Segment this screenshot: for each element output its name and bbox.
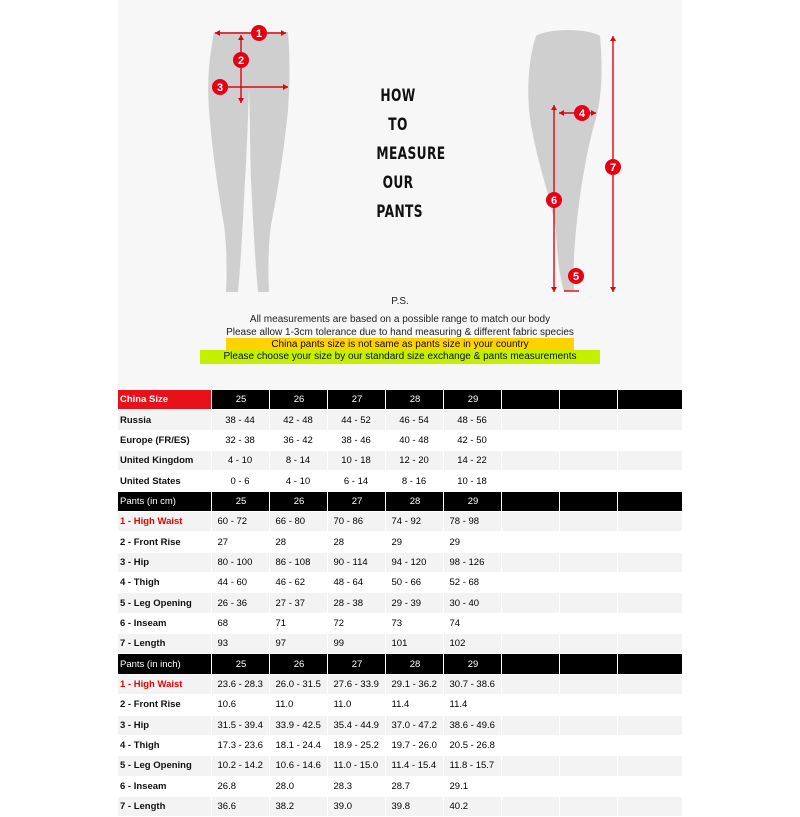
headline-line: HOW (380, 86, 416, 106)
empty-header-cell (617, 390, 682, 410)
table-cell: 10.2 - 14.2 (211, 756, 269, 776)
table-cell: 8 - 16 (385, 471, 443, 491)
size-header-cell: 27 (327, 654, 385, 674)
table-cell: 29.1 - 36.2 (385, 674, 443, 694)
row-label: 4 - Thigh (118, 573, 211, 593)
table-row (118, 634, 682, 654)
empty-cell (559, 756, 617, 776)
table-cell: 71 (269, 613, 327, 633)
row-label: 1 - High Waist (118, 512, 211, 532)
marker-6 (546, 192, 562, 208)
table-cell: 30 - 40 (443, 593, 501, 613)
row-label: 7 - Length (118, 634, 211, 654)
headline-line: MEASURE (376, 144, 446, 164)
table-row (118, 756, 682, 776)
empty-cell (559, 695, 617, 715)
empty-cell (617, 552, 682, 572)
table-cell: 48 - 64 (327, 573, 385, 593)
measurement-figure (118, 0, 682, 380)
marker-2 (233, 52, 249, 68)
marker-5 (568, 268, 584, 284)
size-header-cell: 26 (269, 654, 327, 674)
table-cell: 26.0 - 31.5 (269, 674, 327, 694)
table-cell: 28 (269, 532, 327, 552)
table-cell: 46 - 62 (269, 573, 327, 593)
table-cell: 68 (211, 613, 269, 633)
table-cell: 37.0 - 47.2 (385, 715, 443, 735)
empty-cell (559, 674, 617, 694)
svg-text:3: 3 (216, 82, 224, 94)
size-header-cell: 25 (211, 491, 269, 511)
table-cell: 39.8 (385, 796, 443, 816)
table-cell: 11.4 (443, 695, 501, 715)
table-row (118, 715, 682, 735)
marker-7 (605, 159, 621, 175)
size-header-cell: 26 (269, 491, 327, 511)
yellow-note: China pants size is not same as pants size in your country (226, 338, 574, 352)
headline-line: OUR (382, 173, 414, 193)
empty-cell (617, 735, 682, 755)
row-label: 3 - Hip (118, 552, 211, 572)
table-cell: 66 - 80 (269, 512, 327, 532)
front-pants-silhouette (208, 32, 289, 292)
table-cell: 18.9 - 25.2 (327, 735, 385, 755)
table-row (118, 695, 682, 715)
table-header-row (118, 491, 682, 511)
empty-cell (617, 593, 682, 613)
table-cell: 11.0 - 15.0 (327, 756, 385, 776)
table-cell: 26 - 36 (211, 593, 269, 613)
table-cell: 35.4 - 44.9 (327, 715, 385, 735)
table-cell: 29.1 (443, 776, 501, 796)
table-row (118, 410, 682, 430)
table-cell: 48 - 56 (443, 410, 501, 430)
table-cell: 19.7 - 26.0 (385, 735, 443, 755)
table-cell: 0 - 6 (211, 471, 269, 491)
green-note: Please choose your size by our standard size exchange & pants measurements (200, 350, 600, 364)
empty-cell (617, 532, 682, 552)
table-cell: 23.6 - 28.3 (211, 674, 269, 694)
table-cell: 80 - 100 (211, 552, 269, 572)
empty-cell (559, 471, 617, 491)
size-header-cell: 29 (443, 654, 501, 674)
table-cell: 99 (327, 634, 385, 654)
row-label: 4 - Thigh (118, 735, 211, 755)
empty-cell (559, 613, 617, 633)
empty-cell (617, 451, 682, 471)
table-cell: 27.6 - 33.9 (327, 674, 385, 694)
size-header-cell: 25 (211, 654, 269, 674)
size-header-cell: 28 (385, 390, 443, 410)
empty-cell (559, 735, 617, 755)
empty-header-cell (501, 390, 559, 410)
table-cell: 28 (327, 532, 385, 552)
empty-cell (559, 430, 617, 450)
table-row (118, 796, 682, 816)
empty-cell (501, 593, 559, 613)
table-cell: 94 - 120 (385, 552, 443, 572)
empty-cell (617, 715, 682, 735)
table-cell: 42 - 48 (269, 410, 327, 430)
empty-cell (501, 471, 559, 491)
table-cell: 11.4 (385, 695, 443, 715)
empty-cell (617, 430, 682, 450)
table-row (118, 613, 682, 633)
empty-cell (559, 512, 617, 532)
row-label: 7 - Length (118, 796, 211, 816)
table-cell: 4 - 10 (211, 451, 269, 471)
empty-cell (501, 715, 559, 735)
table-cell: 39.0 (327, 796, 385, 816)
table-cell: 10 - 18 (443, 471, 501, 491)
ps-title: P.S. (391, 296, 409, 307)
table-cell: 26.8 (211, 776, 269, 796)
table-cell: 38 - 46 (327, 430, 385, 450)
table-cell: 86 - 108 (269, 552, 327, 572)
row-label: Europe (FR/ES) (118, 430, 211, 450)
empty-header-cell (559, 390, 617, 410)
table-row (118, 593, 682, 613)
table-cell: 42 - 50 (443, 430, 501, 450)
size-header-cell: 25 (211, 390, 269, 410)
table-cell: 60 - 72 (211, 512, 269, 532)
empty-cell (559, 796, 617, 816)
size-header-cell: 28 (385, 654, 443, 674)
ps-line-2: Please allow 1-3cm tolerance due to hand measuring & different fabric species (226, 327, 574, 338)
row-label: 5 - Leg Opening (118, 593, 211, 613)
table-cell: 11.0 (327, 695, 385, 715)
table-cell: 12 - 20 (385, 451, 443, 471)
table-cell: 33.9 - 42.5 (269, 715, 327, 735)
table-cell: 102 (443, 634, 501, 654)
table-cell: 10 - 18 (327, 451, 385, 471)
table-cell: 29 (385, 532, 443, 552)
empty-cell (501, 613, 559, 633)
table-cell: 46 - 54 (385, 410, 443, 430)
table-row (118, 451, 682, 471)
empty-cell (617, 756, 682, 776)
size-header-cell: 29 (443, 491, 501, 511)
empty-cell (501, 532, 559, 552)
empty-cell (617, 796, 682, 816)
table-row (118, 532, 682, 552)
empty-cell (617, 776, 682, 796)
table-cell: 74 (443, 613, 501, 633)
table-cell: 29 - 39 (385, 593, 443, 613)
empty-cell (501, 573, 559, 593)
empty-cell (501, 796, 559, 816)
table-cell: 93 (211, 634, 269, 654)
empty-cell (617, 471, 682, 491)
empty-cell (559, 593, 617, 613)
table-cell: 36 - 42 (269, 430, 327, 450)
table-cell: 27 (211, 532, 269, 552)
empty-cell (501, 634, 559, 654)
headline (376, 82, 446, 227)
table-cell: 97 (269, 634, 327, 654)
row-label: 3 - Hip (118, 715, 211, 735)
empty-header-cell (501, 654, 559, 674)
row-label: United States (118, 471, 211, 491)
empty-header-cell (617, 491, 682, 511)
section-header: Pants (in inch) (118, 654, 211, 674)
table-cell: 72 (327, 613, 385, 633)
empty-cell (559, 634, 617, 654)
empty-cell (617, 573, 682, 593)
empty-cell (559, 715, 617, 735)
empty-cell (501, 410, 559, 430)
table-cell: 74 - 92 (385, 512, 443, 532)
empty-cell (617, 512, 682, 532)
size-guide-sheet (118, 0, 682, 813)
table-cell: 10.6 (211, 695, 269, 715)
empty-header-cell (559, 654, 617, 674)
empty-cell (501, 695, 559, 715)
table-cell: 29 (443, 532, 501, 552)
table-cell: 31.5 - 39.4 (211, 715, 269, 735)
section-header: Pants (in cm) (118, 491, 211, 511)
size-header-cell: 27 (327, 390, 385, 410)
svg-text:4: 4 (578, 108, 586, 120)
table-row (118, 430, 682, 450)
empty-cell (559, 552, 617, 572)
table-cell: 38 - 44 (211, 410, 269, 430)
table-cell: 27 - 37 (269, 593, 327, 613)
table-cell: 6 - 14 (327, 471, 385, 491)
table-cell: 73 (385, 613, 443, 633)
table-cell: 36.6 (211, 796, 269, 816)
table-cell: 11.0 (269, 695, 327, 715)
empty-cell (501, 674, 559, 694)
table-cell: 17.3 - 23.6 (211, 735, 269, 755)
table-cell: 40 - 48 (385, 430, 443, 450)
table-cell: 10.6 - 14.6 (269, 756, 327, 776)
marker-1 (251, 25, 267, 41)
empty-cell (559, 451, 617, 471)
svg-text:1: 1 (255, 28, 263, 40)
row-label: 2 - Front Rise (118, 532, 211, 552)
table-cell: 30.7 - 38.6 (443, 674, 501, 694)
empty-cell (617, 410, 682, 430)
empty-cell (559, 573, 617, 593)
table-row (118, 552, 682, 572)
row-label: Russia (118, 410, 211, 430)
empty-cell (617, 634, 682, 654)
table-cell: 38.6 - 49.6 (443, 715, 501, 735)
table-cell: 78 - 98 (443, 512, 501, 532)
svg-text:5: 5 (572, 271, 580, 283)
empty-cell (501, 776, 559, 796)
ps-line-1: All measurements are based on a possible range to match our body (249, 314, 551, 325)
table-cell: 18.1 - 24.4 (269, 735, 327, 755)
table-row (118, 471, 682, 491)
table-cell: 28.0 (269, 776, 327, 796)
size-header-cell: 28 (385, 491, 443, 511)
empty-header-cell (559, 491, 617, 511)
empty-cell (617, 695, 682, 715)
side-pants-silhouette (528, 30, 601, 292)
table-cell: 28.3 (327, 776, 385, 796)
svg-text:6: 6 (550, 195, 558, 207)
empty-cell (617, 613, 682, 633)
table-cell: 8 - 14 (269, 451, 327, 471)
row-label: 1 - High Waist (118, 674, 211, 694)
empty-cell (559, 410, 617, 430)
row-label: 5 - Leg Opening (118, 756, 211, 776)
row-label: 2 - Front Rise (118, 695, 211, 715)
table-cell: 40.2 (443, 796, 501, 816)
table-row (118, 776, 682, 796)
empty-cell (501, 451, 559, 471)
marker-3 (212, 79, 228, 95)
empty-header-cell (617, 654, 682, 674)
table-header-row (118, 390, 682, 410)
empty-cell (501, 735, 559, 755)
table-cell: 20.5 - 26.8 (443, 735, 501, 755)
empty-cell (501, 552, 559, 572)
row-label: United Kingdom (118, 451, 211, 471)
table-row (118, 674, 682, 694)
table-cell: 44 - 52 (327, 410, 385, 430)
table-row (118, 512, 682, 532)
table-row (118, 573, 682, 593)
table-row (118, 735, 682, 755)
size-header-cell: 29 (443, 390, 501, 410)
table-cell: 101 (385, 634, 443, 654)
marker-4 (574, 105, 590, 121)
table-cell: 28 - 38 (327, 593, 385, 613)
headline-line: PANTS (376, 202, 423, 222)
section-header: China Size (118, 390, 211, 410)
headline-line: TO (388, 115, 408, 135)
size-table (118, 390, 683, 817)
empty-header-cell (501, 491, 559, 511)
svg-text:7: 7 (609, 162, 617, 174)
table-cell: 11.8 - 15.7 (443, 756, 501, 776)
svg-text:2: 2 (237, 55, 245, 67)
table-cell: 11.4 - 15.4 (385, 756, 443, 776)
empty-cell (559, 776, 617, 796)
table-cell: 50 - 66 (385, 573, 443, 593)
table-cell: 14 - 22 (443, 451, 501, 471)
row-label: 6 - Inseam (118, 613, 211, 633)
table-cell: 98 - 126 (443, 552, 501, 572)
empty-cell (501, 756, 559, 776)
table-cell: 90 - 114 (327, 552, 385, 572)
table-header-row (118, 654, 682, 674)
empty-cell (559, 532, 617, 552)
empty-cell (501, 512, 559, 532)
empty-cell (501, 430, 559, 450)
table-cell: 44 - 60 (211, 573, 269, 593)
size-header-cell: 26 (269, 390, 327, 410)
size-header-cell: 27 (327, 491, 385, 511)
row-label: 6 - Inseam (118, 776, 211, 796)
table-cell: 52 - 68 (443, 573, 501, 593)
table-cell: 32 - 38 (211, 430, 269, 450)
empty-cell (617, 674, 682, 694)
table-cell: 38.2 (269, 796, 327, 816)
table-cell: 70 - 86 (327, 512, 385, 532)
table-cell: 4 - 10 (269, 471, 327, 491)
table-cell: 28.7 (385, 776, 443, 796)
